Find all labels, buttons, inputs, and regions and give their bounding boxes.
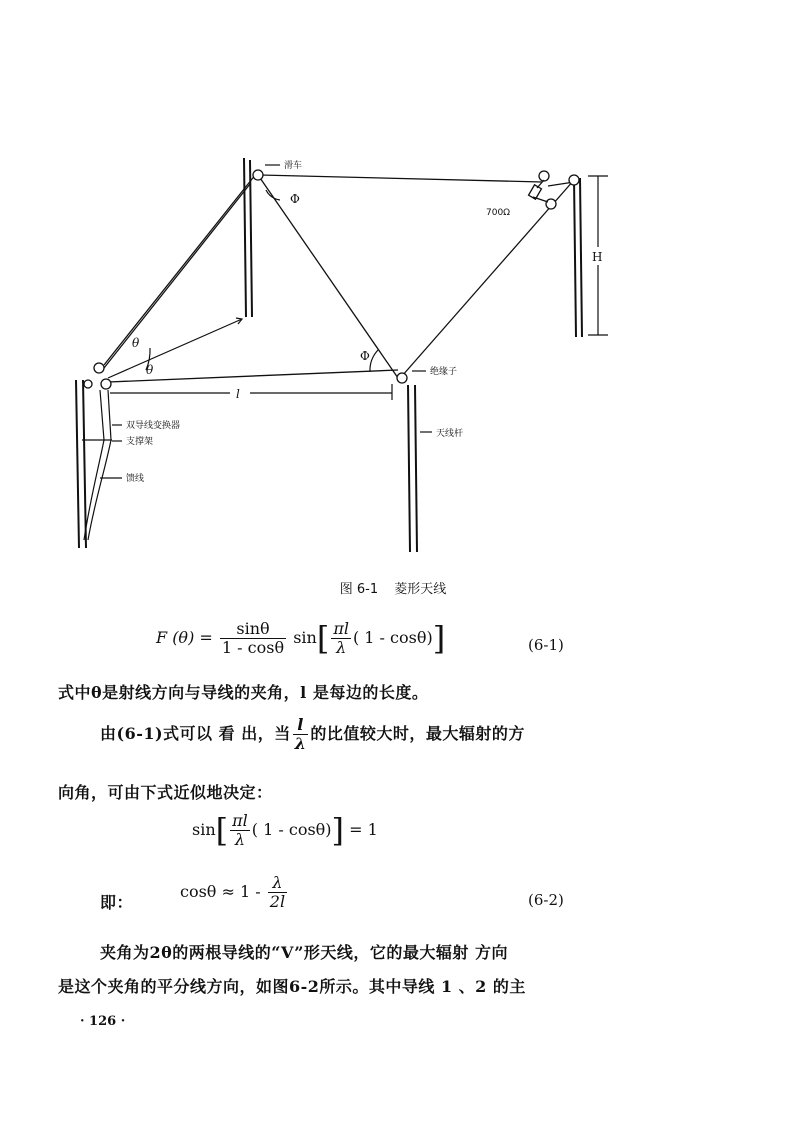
support-label: 支撑架 (126, 437, 154, 447)
mast-top-right (574, 178, 582, 337)
resistor-700ohm (529, 180, 548, 202)
theta-label-upper: θ (132, 336, 140, 350)
paragraph-5: 是这个夹角的平分线方向，如图6-2所示。其中导线 1 、2 的主 (58, 977, 526, 996)
eq3-prefix: 即： (100, 893, 134, 912)
figure-title: 菱形天线 (394, 582, 447, 597)
mast-bottom-right (408, 385, 417, 552)
eq2-sin: sin (192, 820, 216, 839)
resistor-label: 700Ω (486, 208, 511, 218)
eq1-fraction (220, 620, 286, 657)
mast-bottom-left (76, 380, 86, 548)
phi-label-bottom: Φ (360, 349, 370, 363)
eq1-inner-num: πl (333, 619, 349, 638)
equation-max-condition: sin[ $\frac{\pi l}{\lambda}$ ( 1 - cosθ)] = 1 (192, 811, 378, 850)
para2-frac-num: l (293, 716, 309, 735)
eq2-inner-fraction (230, 812, 250, 849)
eq1-inner-rest: ( 1 - cosθ) (352, 628, 433, 647)
equation-6-2 (180, 874, 289, 911)
para2-before: 由(6-1)式可以 看 出，当 (100, 724, 291, 743)
theta-label-lower: θ (146, 363, 154, 377)
eq3-lhs: cosθ ≈ 1 - (180, 882, 261, 901)
figure-number: 图 6-1 (339, 582, 379, 597)
side-length-dimension (110, 384, 392, 400)
feeder-label: 馈线 (126, 474, 145, 484)
para2-frac-den: λ (294, 734, 307, 753)
eq1-frac-num: sinθ (220, 620, 286, 639)
eq1-inner-fraction (331, 620, 351, 657)
eq1-lhs: F (θ) = (156, 628, 213, 647)
antenna-wires (104, 174, 574, 382)
insulator-label: 绝缘子 (430, 367, 458, 377)
mast-label: 天线杆 (436, 429, 464, 439)
eq2-inner-num: πl (232, 811, 248, 830)
paragraph-1: 式中θ是射线方向与导线的夹角，l 是每边的长度。 (58, 683, 429, 702)
paragraph-4: 夹角为2θ的两根导线的“V”形天线，它的最大辐射 方向 (100, 943, 508, 962)
equation-6-2-number: (6-2) (528, 891, 564, 909)
eq2-inner-rest: ( 1 - cosθ) (251, 820, 332, 839)
side-length-label: l (236, 387, 240, 401)
height-label: H (592, 250, 603, 264)
eq3-fraction (268, 874, 287, 911)
transformer-label: 双导线变换器 (126, 421, 181, 431)
eq1-sin: sin (293, 628, 317, 647)
page-number: · 126 · (80, 1014, 126, 1029)
eq1-inner-den: λ (336, 638, 347, 657)
eq2-rhs: = 1 (349, 820, 378, 839)
para2-after: 的比值较大时，最大辐射的方 (310, 724, 525, 743)
paragraph-3: 向角，可由下式近似地决定： (58, 783, 273, 802)
eq3-frac-num: λ (268, 874, 287, 893)
angle-markers (108, 190, 378, 378)
eq1-frac-den: 1 - cosθ (221, 638, 285, 657)
eq3-frac-den: 2l (269, 892, 286, 911)
equation-6-1-number: (6-1) (528, 636, 564, 654)
equation-6-1: F (θ) = $\frac{\sin\theta}{1 - \cos\theta}$ sin[ $\frac{\pi l}{\lambda}$ ( 1 - cosθ)] (156, 619, 446, 658)
eq2-inner-den: λ (234, 830, 246, 849)
para2-fraction (293, 716, 309, 753)
phi-label-top: Φ (290, 192, 300, 206)
pulley-label: 滑车 (284, 161, 303, 171)
mast-top-left (244, 158, 252, 317)
rhombic-antenna-figure (0, 0, 786, 570)
paragraph-2 (100, 716, 525, 753)
figure-caption (0, 578, 786, 597)
